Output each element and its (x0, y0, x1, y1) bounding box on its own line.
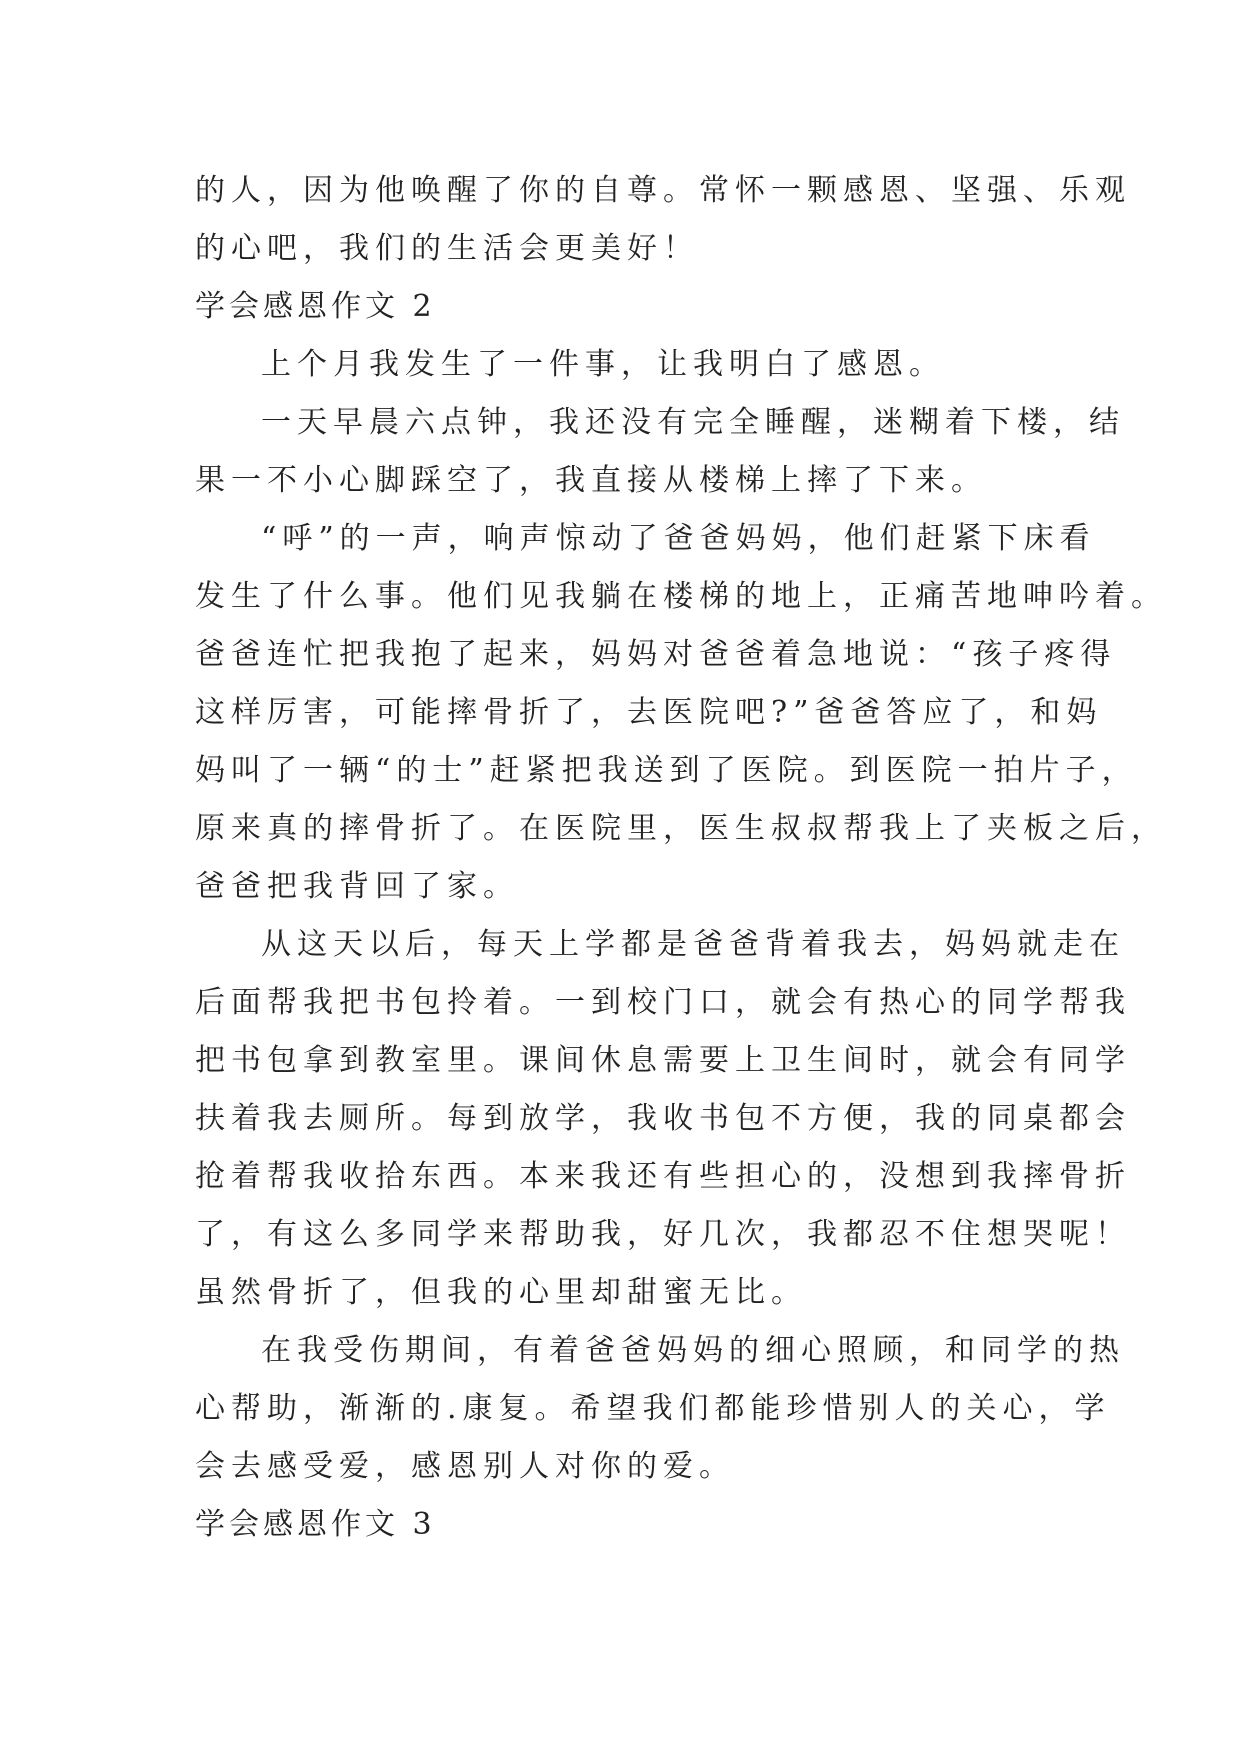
text-line: 原来真的摔骨折了。在医院里，医生叔叔帮我上了夹板之后， (195, 811, 1167, 846)
text-line: 上个月我发生了一件事，让我明白了感恩。 (261, 347, 945, 382)
text-line: 会去感受爱，感恩别人对你的爱。 (195, 1449, 735, 1484)
text-line: 爸爸连忙把我抱了起来，妈妈对爸爸着急地说：“孩子疼得 (195, 637, 1117, 672)
text-line: 果一不小心脚踩空了，我直接从楼梯上摔了下来。 (195, 463, 987, 498)
text-line: 扶着我去厕所。每到放学，我收书包不方便，我的同桌都会 (195, 1101, 1131, 1136)
text-line: 一天早晨六点钟，我还没有完全睡醒，迷糊着下楼，结 (261, 405, 1125, 440)
text-line: 发生了什么事。他们见我躺在楼梯的地上，正痛苦地呻吟着。 (195, 579, 1167, 614)
document-body (195, 162, 1167, 1554)
text-line: 抢着帮我收拾东西。本来我还有些担心的，没想到我摔骨折 (195, 1159, 1131, 1194)
text-line: 在我受伤期间，有着爸爸妈妈的细心照顾，和同学的热 (261, 1333, 1125, 1368)
text-line: 后面帮我把书包拎着。一到校门口，就会有热心的同学帮我 (195, 985, 1131, 1020)
text-line: 的心吧，我们的生活会更美好！ (195, 231, 699, 266)
text-line: 妈叫了一辆“的士”赶紧把我送到了医院。到医院一拍片子， (195, 753, 1138, 788)
text-line: 把书包拿到教室里。课间休息需要上卫生间时，就会有同学 (195, 1043, 1131, 1078)
text-line: 了，有这么多同学来帮助我，好几次，我都忍不住想哭呢！ (195, 1217, 1131, 1252)
text-line: 这样厉害，可能摔骨折了，去医院吧?”爸爸答应了，和妈 (195, 695, 1103, 730)
text-line: 心帮助，渐渐的.康复。希望我们都能珍惜别人的关心，学 (195, 1391, 1111, 1426)
text-line: 爸爸把我背回了家。 (195, 869, 519, 904)
text-line: 虽然骨折了，但我的心里却甜蜜无比。 (195, 1275, 807, 1310)
section-heading: 学会感恩作文 3 (195, 1507, 436, 1542)
document-page (195, 162, 1167, 1554)
text-line: “呼”的一声，响声惊动了爸爸妈妈，他们赶紧下床看 (261, 521, 1096, 556)
section-heading: 学会感恩作文 2 (195, 289, 436, 324)
text-line: 从这天以后，每天上学都是爸爸背着我去，妈妈就走在 (261, 927, 1125, 962)
text-line: 的人，因为他唤醒了你的自尊。常怀一颗感恩、坚强、乐观 (195, 173, 1131, 208)
